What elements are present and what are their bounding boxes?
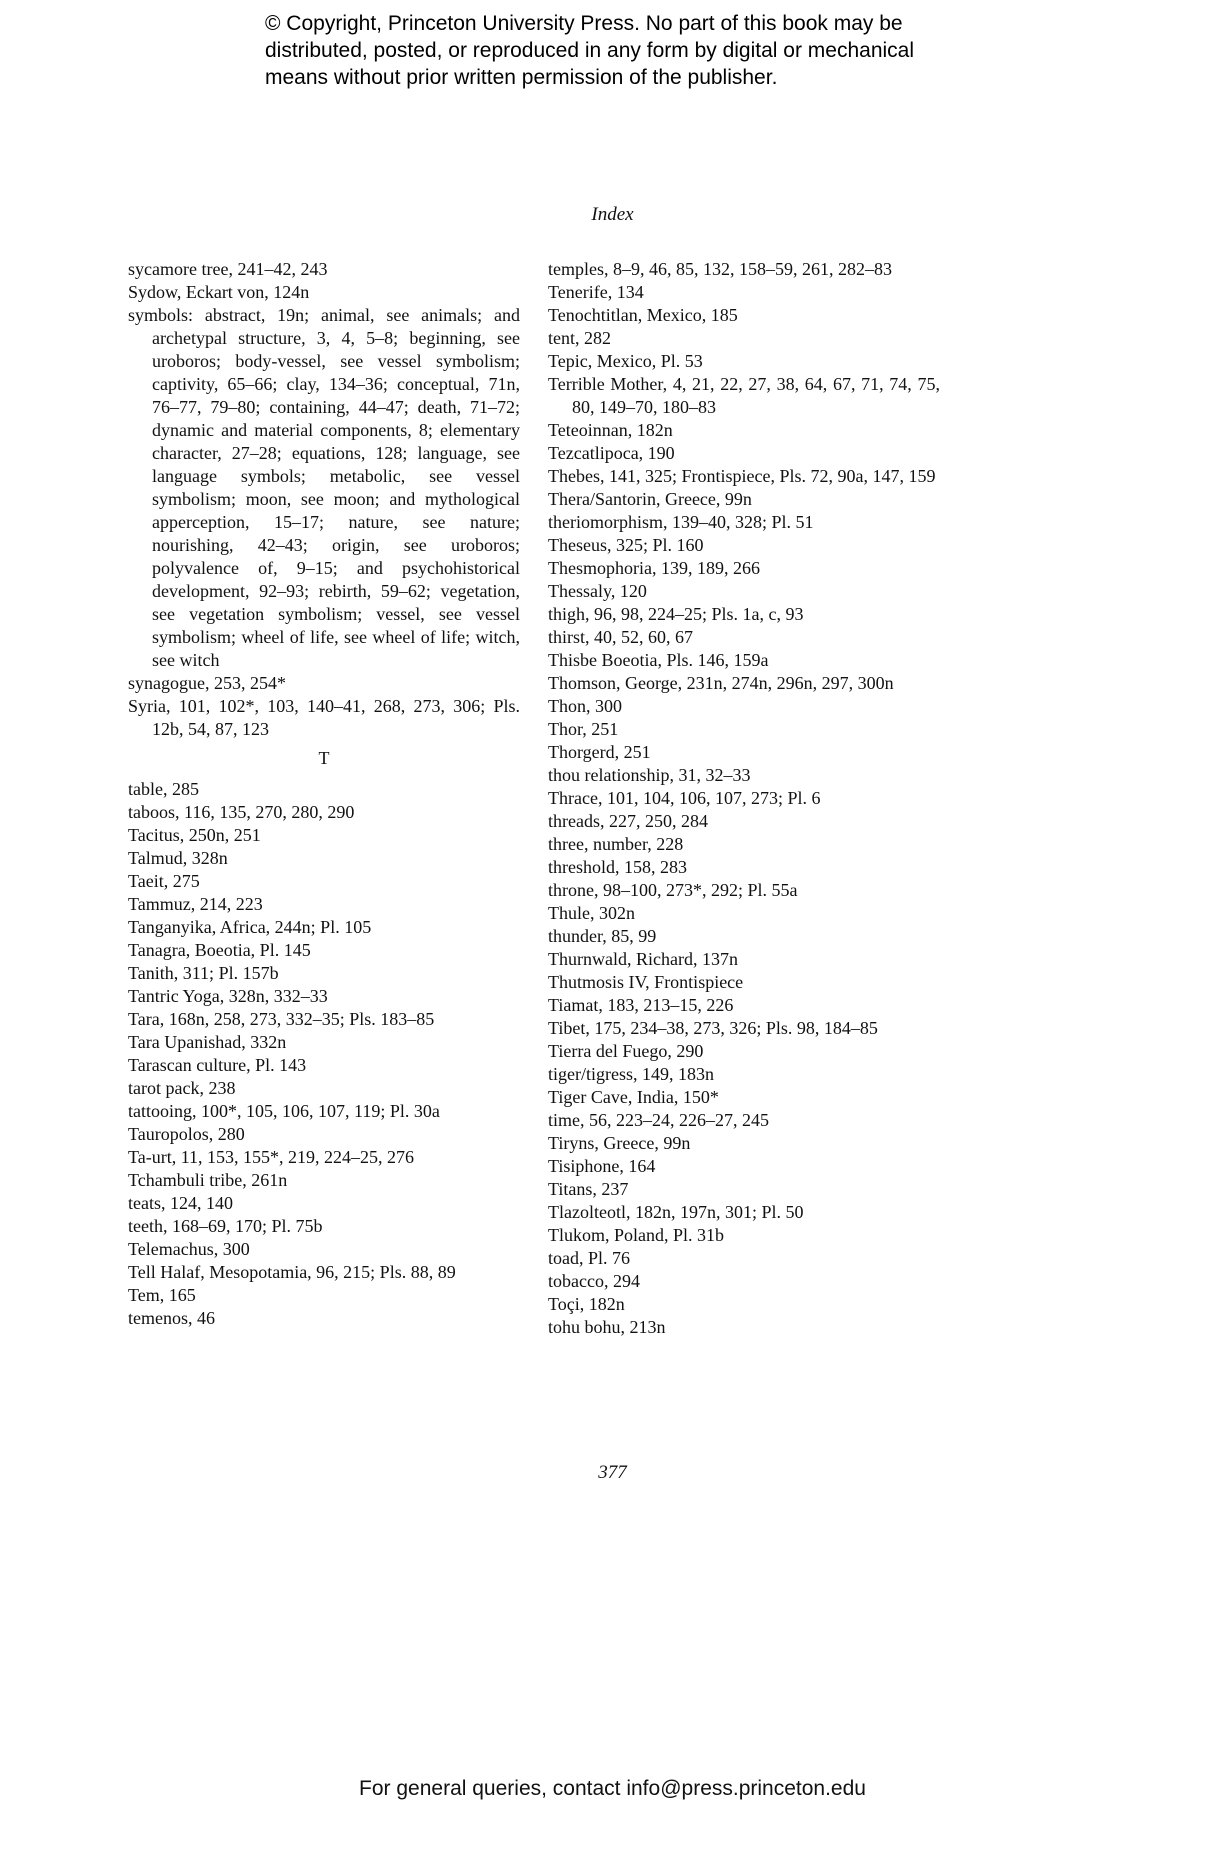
index-entry: symbols: abstract, 19n; animal, see animals; and archetypal structure, 3, 4, 5–8; beginning, see uroboros; body-vessel, see vessel symbolism; captivity, 65–66; clay, 134–36; conceptual, 71n, 76–77, 79–80; containing, 44–47; death, 71–72; dynamic and material components, 8; elementary character, 27–28; equations, 128; language, see language symbols; metabolic, see vessel symbolism; moon, see moon; and mythological apperception, 15–17; nature, see nature; nourishing, 42–43; origin, see uroboros; polyvalence of, 9–15; and psychohistorical development, 92–93; rebirth, 59–62; vegetation, see vegetation symbolism; vessel, see vessel symbolism; wheel of life, see wheel of life; witch, see witch	[128, 305, 520, 670]
index-entry: tohu bohu, 213n	[548, 1317, 666, 1337]
index-entry: Thule, 302n	[548, 903, 635, 923]
index-entry: Talmud, 328n	[128, 848, 228, 868]
index-entry: Thurnwald, Richard, 137n	[548, 949, 738, 969]
copyright-line: © Copyright, Princeton University Press. No part of this book may be	[265, 12, 903, 35]
index-entry: Thisbe Boeotia, Pls. 146, 159a	[548, 650, 769, 670]
copyright-line: means without prior written permission of the publisher.	[265, 66, 778, 89]
index-entry: Terrible Mother, 4, 21, 22, 27, 38, 64, 67, 71, 74, 75, 80, 149–70, 180–83	[548, 374, 940, 417]
copyright-line: distributed, posted, or reproduced in any form by digital or mechanical	[265, 39, 915, 62]
index-entry: Tantric Yoga, 328n, 332–33	[128, 986, 328, 1006]
index-entry: Tezcatlipoca, 190	[548, 443, 675, 463]
index-entry: Titans, 237	[548, 1179, 629, 1199]
index-entry: Telemachus, 300	[128, 1239, 250, 1259]
index-entry: Tiger Cave, India, 150*	[548, 1087, 719, 1107]
index-entry: teeth, 168–69, 170; Pl. 75b	[128, 1216, 323, 1236]
index-entry: Thebes, 141, 325; Frontispiece, Pls. 72, 90a, 147, 159	[548, 466, 936, 486]
index-entry: Tierra del Fuego, 290	[548, 1041, 704, 1061]
index-entry: Teteoinnan, 182n	[548, 420, 673, 440]
index-entry: Tisiphone, 164	[548, 1156, 656, 1176]
index-entry: Thera/Santorin, Greece, 99n	[548, 489, 752, 509]
page-number: 377	[598, 1462, 627, 1483]
index-entry: Toçi, 182n	[548, 1294, 625, 1314]
index-entry: Tanith, 311; Pl. 157b	[128, 963, 279, 983]
index-entry: theriomorphism, 139–40, 328; Pl. 51	[548, 512, 814, 532]
index-entry: thou relationship, 31, 32–33	[548, 765, 751, 785]
running-header: Index	[591, 204, 634, 225]
index-column-left	[128, 258, 520, 1330]
index-entry: tobacco, 294	[548, 1271, 640, 1291]
index-entry: temenos, 46	[128, 1308, 215, 1328]
index-entry: taboos, 116, 135, 270, 280, 290	[128, 802, 355, 822]
index-entry: Thessaly, 120	[548, 581, 647, 601]
index-entry: Tlukom, Poland, Pl. 31b	[548, 1225, 725, 1245]
index-entry: Tenerife, 134	[548, 282, 644, 302]
index-entry: Tibet, 175, 234–38, 273, 326; Pls. 98, 184–85	[548, 1018, 878, 1038]
index-entry: Tell Halaf, Mesopotamia, 96, 215; Pls. 88, 89	[128, 1262, 456, 1282]
contact-footer: For general queries, contact info@press.princeton.edu	[359, 1777, 866, 1800]
index-entry: Tara, 168n, 258, 273, 332–35; Pls. 183–85	[128, 1009, 435, 1029]
index-entry: Thutmosis IV, Frontispiece	[548, 972, 744, 992]
index-entry: table, 285	[128, 779, 199, 799]
index-entry: tent, 282	[548, 328, 611, 348]
index-entry: Tepic, Mexico, Pl. 53	[548, 351, 703, 371]
index-entry: time, 56, 223–24, 226–27, 245	[548, 1110, 769, 1130]
index-entry: tiger/tigress, 149, 183n	[548, 1064, 714, 1084]
index-entry: Tlazolteotl, 182n, 197n, 301; Pl. 50	[548, 1202, 804, 1222]
index-entry: thunder, 85, 99	[548, 926, 657, 946]
section-letter: T	[318, 748, 330, 768]
index-entry: Tenochtitlan, Mexico, 185	[548, 305, 738, 325]
index-entry: Thon, 300	[548, 696, 622, 716]
index-entry: Tchambuli tribe, 261n	[128, 1170, 288, 1190]
index-entry: throne, 98–100, 273*, 292; Pl. 55a	[548, 880, 798, 900]
index-entry: Taeit, 275	[128, 871, 200, 891]
index-entry: threads, 227, 250, 284	[548, 811, 708, 831]
index-entry: Thor, 251	[548, 719, 619, 739]
index-entry: Tiryns, Greece, 99n	[548, 1133, 691, 1153]
index-column-right	[548, 258, 940, 1339]
index-entry: Tacitus, 250n, 251	[128, 825, 261, 845]
index-entry: Tarascan culture, Pl. 143	[128, 1055, 307, 1075]
index-entry: Tammuz, 214, 223	[128, 894, 263, 914]
index-entry: Thrace, 101, 104, 106, 107, 273; Pl. 6	[548, 788, 821, 808]
index-entry: sycamore tree, 241–42, 243	[128, 259, 328, 279]
index-entry: tattooing, 100*, 105, 106, 107, 119; Pl. 30a	[128, 1101, 440, 1121]
index-entry: Ta-urt, 11, 153, 155*, 219, 224–25, 276	[128, 1147, 415, 1167]
index-entry: Thorgerd, 251	[548, 742, 651, 762]
index-entry: thigh, 96, 98, 224–25; Pls. 1a, c, 93	[548, 604, 804, 624]
index-entry: Tara Upanishad, 332n	[128, 1032, 287, 1052]
index-entry: three, number, 228	[548, 834, 684, 854]
index-entry: Tauropolos, 280	[128, 1124, 245, 1144]
index-entry: Tem, 165	[128, 1285, 196, 1305]
index-entry: temples, 8–9, 46, 85, 132, 158–59, 261, 282–83	[548, 259, 892, 279]
index-entry: synagogue, 253, 254*	[128, 673, 286, 693]
index-entry: Tanagra, Boeotia, Pl. 145	[128, 940, 311, 960]
index-entry: Sydow, Eckart von, 124n	[128, 282, 310, 302]
index-entry: teats, 124, 140	[128, 1193, 233, 1213]
index-entry: Tiamat, 183, 213–15, 226	[548, 995, 734, 1015]
index-entry: Syria, 101, 102*, 103, 140–41, 268, 273, 306; Pls. 12b, 54, 87, 123	[128, 696, 520, 739]
index-entry: thirst, 40, 52, 60, 67	[548, 627, 694, 647]
index-entry: Theseus, 325; Pl. 160	[548, 535, 704, 555]
copyright-notice	[265, 10, 1085, 91]
index-entry: Tanganyika, Africa, 244n; Pl. 105	[128, 917, 372, 937]
index-entry: Thomson, George, 231n, 274n, 296n, 297, 300n	[548, 673, 894, 693]
index-entry: tarot pack, 238	[128, 1078, 236, 1098]
index-entry: toad, Pl. 76	[548, 1248, 631, 1268]
index-entry: threshold, 158, 283	[548, 857, 687, 877]
index-entry: Thesmophoria, 139, 189, 266	[548, 558, 760, 578]
